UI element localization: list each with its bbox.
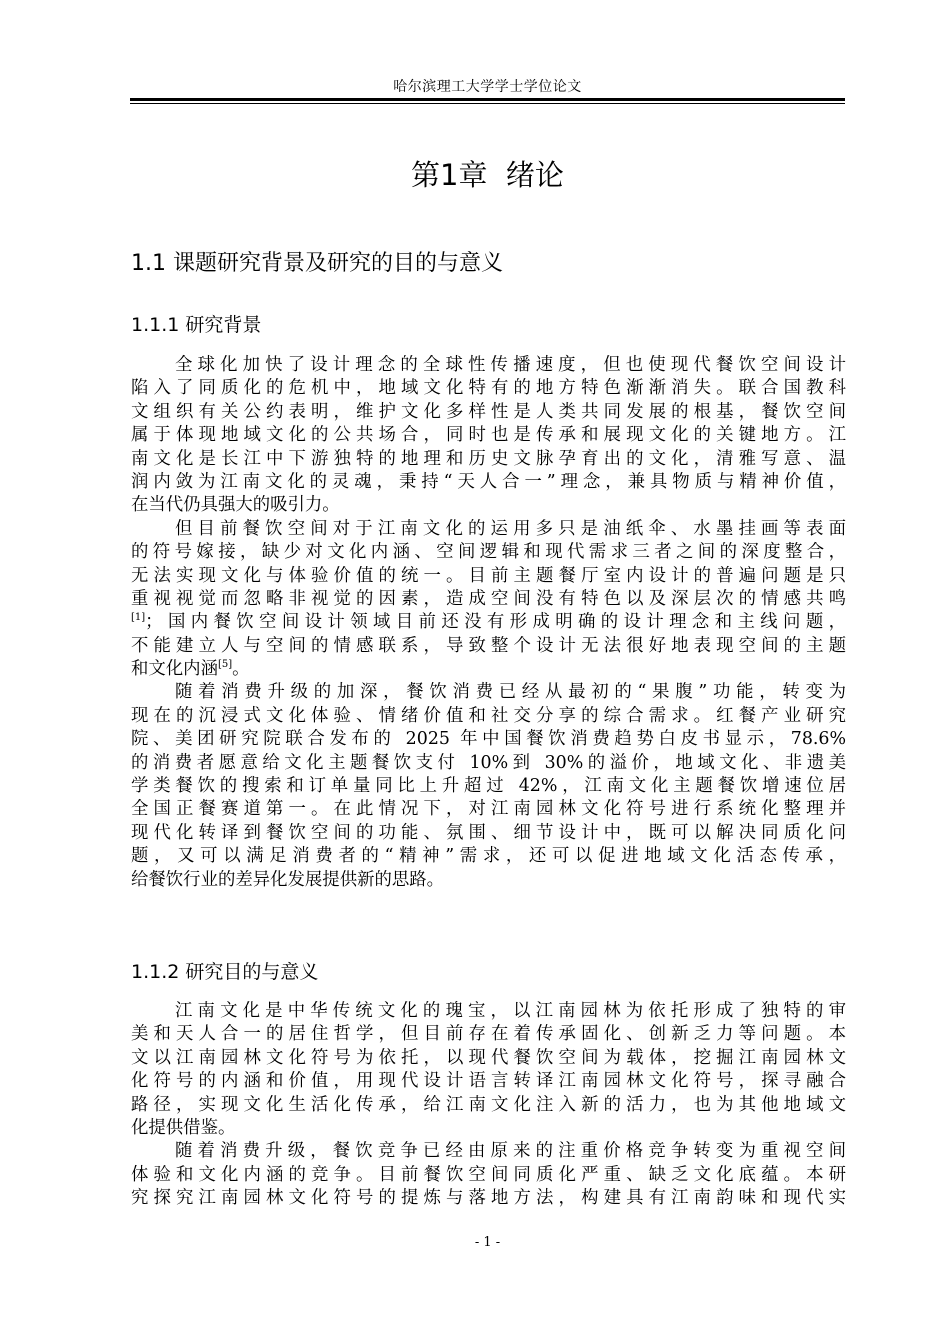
- body-text-line: [131, 401, 846, 424]
- header-rule-thin: [130, 103, 845, 104]
- body-text-line: [131, 845, 846, 868]
- body-text-line: [131, 1000, 846, 1023]
- body-text-content: 重视视觉而忽略非视觉的因素，造成空间没有特色以及深层次的情感共鸣: [131, 588, 846, 609]
- body-text-line: [131, 611, 846, 634]
- body-text-line: [131, 1140, 846, 1163]
- running-header: 哈尔滨理工大学学士学位论文: [393, 79, 582, 95]
- body-text-line: [131, 705, 846, 728]
- body-text-line: [131, 1047, 846, 1070]
- body-text-content: 无法实现文化与体验价值的统一。目前主题餐厅室内设计的普遍问题是只: [131, 565, 846, 586]
- body-text-content: 但目前餐饮空间对于江南文化的运用多只是油纸伞、水墨挂画等表面: [175, 518, 846, 539]
- body-text-content: 化提供借鉴。: [131, 1117, 236, 1138]
- page-number: - 1 -: [474, 1235, 501, 1250]
- body-text-line: [131, 1164, 846, 1187]
- body-text-content: 江南文化是中华传统文化的瑰宝，以江南园林为依托形成了独特的审: [175, 1001, 846, 1021]
- chapter-title: 第1章 绪论: [411, 158, 564, 192]
- citation-marker: [5]: [217, 659, 233, 671]
- body-text-line: [131, 635, 846, 658]
- body-text-content: 化符号的内涵和价值，用现代设计语言转译江南园林文化符号，探寻融合: [131, 1071, 846, 1092]
- body-text-content: 润内敛为江南文化的灵魂，秉持“天人合一”理念，兼具物质与精神价值，: [131, 471, 846, 492]
- body-text-line: [131, 658, 846, 681]
- body-text-line: [131, 728, 846, 751]
- body-text-line: [131, 448, 846, 471]
- body-text-content: 全球化加快了设计理念的全球性传播速度，但也使现代餐饮空间设计: [175, 355, 846, 375]
- body-text-line: [131, 541, 846, 564]
- body-text-tail: 。: [232, 659, 250, 680]
- body-text-content: 在当代仍具强大的吸引力。: [131, 495, 340, 516]
- body-text-research-background: [131, 354, 846, 892]
- body-text-line: [131, 822, 846, 845]
- body-text-content: 题，又可以满足消费者的“精神”需求，还可以促进地域文化活态传承，: [131, 846, 846, 867]
- body-text-line: [131, 424, 846, 447]
- body-text-line: [131, 494, 846, 517]
- body-text-content: 的符号嫁接，缺少对文化内涵、空间逻辑和现代需求三者之间的深度整合，: [131, 542, 846, 563]
- body-text-line: [131, 1094, 846, 1117]
- body-text-content: 体验和文化内涵的竞争。目前餐饮空间同质化严重、缺乏文化底蕴。本研: [131, 1164, 846, 1185]
- body-text-content: 给餐饮行业的差异化发展提供新的思路。: [131, 869, 445, 890]
- body-text-content: 属于体现地域文化的公共场合，同时也是传承和展现文化的关键地方。江: [131, 425, 846, 446]
- body-text-content: 学类餐饮的搜索和订单量同比上升超过 42%，江南文化主题餐饮增速位居: [131, 776, 846, 797]
- body-text-purpose-significance: [131, 1000, 846, 1211]
- body-text-content: 随着消费升级，餐饮竞争已经由原来的注重价格竞争转变为重视空间: [175, 1141, 846, 1162]
- header-rule-thick: [130, 98, 845, 101]
- section-heading: 1.1 课题研究背景及研究的目的与意义: [131, 251, 503, 276]
- body-text-content: 南文化是长江中下游独特的地理和历史文脉孕育出的文化，清雅写意、温: [131, 448, 846, 469]
- body-text-line: [131, 377, 846, 400]
- body-text-content: 的消费者愿意给文化主题餐饮支付 10%到 30%的溢价，地域文化、非遗美: [131, 752, 846, 773]
- body-text-line: [131, 869, 846, 892]
- body-text-content: 路径，实现文化生活化传承，给江南文化注入新的活力，也为其他地域文: [131, 1094, 846, 1115]
- body-text-line: [131, 1070, 846, 1093]
- body-text-content: 随着消费升级的加深，餐饮消费已经从最初的“果腹”功能，转变为: [175, 682, 846, 703]
- body-text-content: 和文化内涵: [131, 659, 218, 680]
- body-text-content: 美和天人合一的居住哲学，但目前存在着传承固化、创新乏力等问题。本: [131, 1024, 846, 1045]
- body-text-line: [131, 354, 846, 377]
- body-text-line: [131, 565, 846, 588]
- body-text-content: 陷入了同质化的危机中，地域文化特有的地方特色渐渐消失。联合国教科: [131, 378, 846, 399]
- body-text-line: [131, 1187, 846, 1210]
- body-text-content: 现代化转译到餐饮空间的功能、氛围、细节设计中，既可以解决同质化问: [131, 822, 846, 843]
- subsection-heading-purpose-significance: 1.1.2 研究目的与意义: [131, 961, 319, 983]
- body-text-content: 现在的沉浸式文化体验、情绪价值和社交分享的综合需求。红餐产业研究: [131, 705, 846, 726]
- body-text-line: [131, 518, 846, 541]
- citation-marker: [1]: [131, 612, 146, 624]
- body-text-line: [131, 681, 846, 704]
- body-text-line: [131, 588, 846, 611]
- body-text-content: 究探究江南园林文化符号的提炼与落地方法，构建具有江南韵味和现代实: [131, 1188, 846, 1209]
- body-text-line: [131, 775, 846, 798]
- body-text-line: [131, 471, 846, 494]
- body-text-content: 全国正餐赛道第一。在此情况下，对江南园林文化符号进行系统化整理并: [131, 799, 846, 820]
- body-text-line: [131, 1117, 846, 1140]
- body-text-line: [131, 798, 846, 821]
- body-text-line: [131, 1023, 846, 1046]
- body-text-content: ；国内餐饮空间设计领域目前还没有形成明确的设计理念和主线问题，: [145, 612, 846, 633]
- body-text-content: 不能建立人与空间的情感联系，导致整个设计无法很好地表现空间的主题: [131, 635, 846, 656]
- body-text-content: 文以江南园林文化符号为依托，以现代餐饮空间为载体，挖掘江南园林文: [131, 1047, 846, 1068]
- body-text-content: 院、美团研究院联合发布的 2025 年中国餐饮消费趋势白皮书显示，78.6%: [131, 729, 846, 750]
- body-text-line: [131, 752, 846, 775]
- body-text-content: 文组织有关公约表明，维护文化多样性是人类共同发展的根基，餐饮空间: [131, 401, 846, 422]
- subsection-heading-research-background: 1.1.1 研究背景: [131, 314, 262, 336]
